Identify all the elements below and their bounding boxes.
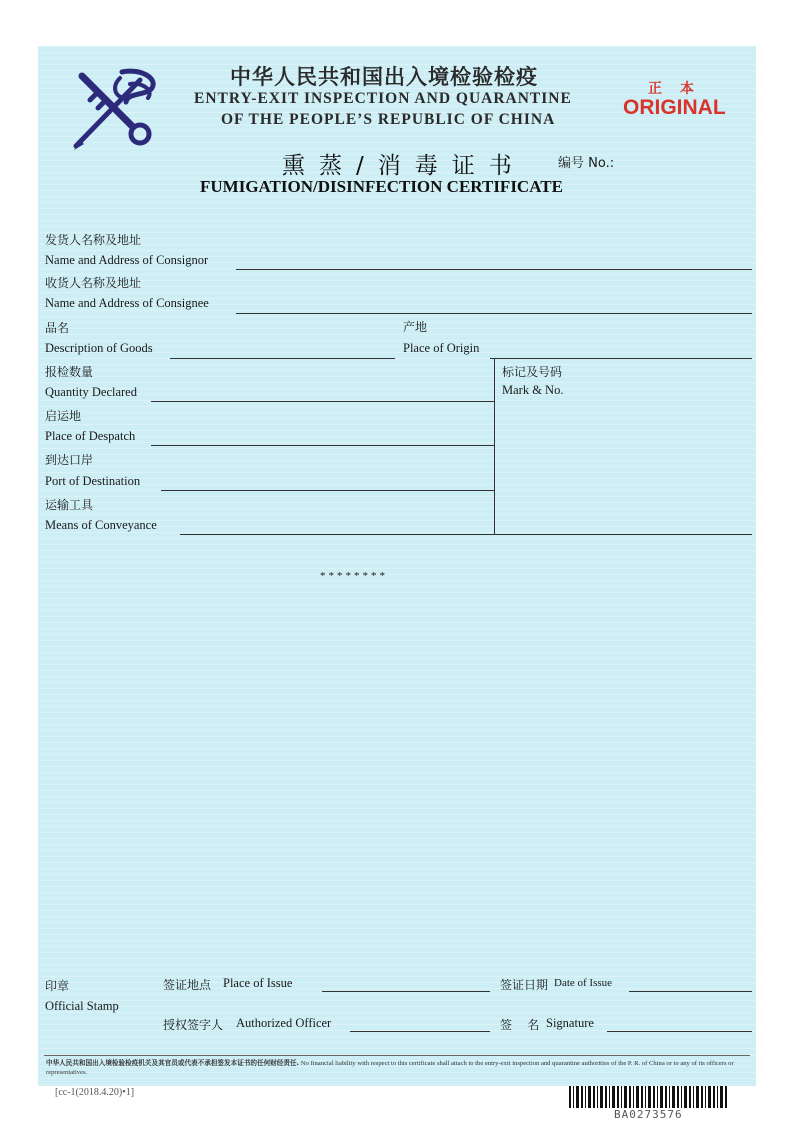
origin-field[interactable] [490, 358, 752, 359]
agency-title-cn: 中华人民共和国出入境检验检疫 [230, 65, 538, 89]
quantity-label-en: Quantity Declared [45, 385, 137, 399]
destination-label-en: Port of Destination [45, 474, 141, 488]
original-mark-en: ORIGINAL [623, 96, 726, 119]
place-issue-label-cn: 签证地点 [163, 978, 212, 992]
officer-label-en: Authorized Officer [236, 1016, 332, 1030]
footer-disclaimer-en: No financial liability with respect to this certificate shall attach to the entry-exit inspection and quarantine authorities of the P. R. of China or to any of its officers or representatives. [46, 1060, 734, 1076]
consignor-field[interactable] [236, 269, 752, 270]
goods-label-cn: 品名 [45, 321, 70, 335]
form-code: [cc-1(2018.4.20)•1] [55, 1087, 135, 1098]
body-asterisks: ******** [320, 570, 388, 582]
certificate-title-en: FUMIGATION/DISINFECTION CERTIFICATE [200, 177, 563, 196]
despatch-label-en: Place of Despatch [45, 429, 136, 443]
consignor-label-en: Name and Address of Consignor [45, 253, 209, 267]
stamp-label-en: Official Stamp [45, 999, 119, 1013]
original-mark-cn: 正本 [648, 81, 712, 97]
footer-disclaimer-cn: 中华人民共和国出入境检验检疫机关及其官员或代表不承担签发本证书的任何财经责任. [46, 1059, 300, 1067]
serial-number: BA0273576 [614, 1108, 683, 1121]
consignee-label-en: Name and Address of Consignee [45, 296, 209, 310]
signature-field[interactable] [607, 1031, 752, 1032]
consignee-label-cn: 收货人名称及地址 [45, 276, 142, 290]
conveyance-label-en: Means of Conveyance [45, 518, 157, 532]
footer-rule [44, 1055, 750, 1056]
footer-disclaimer [46, 1059, 752, 1077]
place-issue-label-en: Place of Issue [223, 976, 293, 990]
goods-field[interactable] [170, 358, 395, 359]
signature-label-en: Signature [546, 1016, 594, 1030]
stamp-label-cn: 印章 [45, 979, 70, 993]
signature-label-cn: 签 名 [500, 1018, 540, 1032]
place-issue-field[interactable] [322, 991, 490, 992]
quantity-field[interactable] [151, 401, 494, 402]
certificate-paper [38, 46, 756, 1086]
officer-field[interactable] [350, 1031, 490, 1032]
mark-label-cn: 标记及号码 [502, 365, 563, 379]
origin-label-en: Place of Origin [403, 341, 480, 355]
agency-title-en-line1: ENTRY-EXIT INSPECTION AND QUARANTINE [194, 90, 572, 107]
mark-label-en: Mark & No. [502, 383, 564, 397]
mark-box-divider [494, 358, 495, 534]
quantity-label-cn: 报检数量 [45, 365, 94, 379]
goods-label-en: Description of Goods [45, 341, 153, 355]
date-issue-field[interactable] [629, 991, 752, 992]
conveyance-field[interactable] [180, 534, 494, 535]
inspection-quarantine-logo [70, 66, 166, 156]
mark-box-bottom [494, 534, 752, 535]
conveyance-label-cn: 运输工具 [45, 498, 94, 512]
agency-title-en-line2: OF THE PEOPLE’S REPUBLIC OF CHINA [221, 111, 556, 128]
consignor-label-cn: 发货人名称及地址 [45, 233, 142, 247]
origin-label-cn: 产地 [403, 320, 428, 334]
barcode [569, 1086, 729, 1108]
certificate-number-label: 编号 No.: [558, 156, 615, 171]
destination-label-cn: 到达口岸 [45, 453, 94, 467]
despatch-label-cn: 启运地 [45, 409, 82, 423]
consignee-field[interactable] [236, 313, 752, 314]
despatch-field[interactable] [151, 445, 494, 446]
date-issue-label-en: Date of Issue [554, 977, 613, 989]
officer-label-cn: 授权签字人 [163, 1018, 224, 1032]
destination-field[interactable] [161, 490, 494, 491]
date-issue-label-cn: 签证日期 [500, 978, 549, 992]
certificate-title-cn: 熏蒸/消毒证书 [282, 153, 526, 179]
